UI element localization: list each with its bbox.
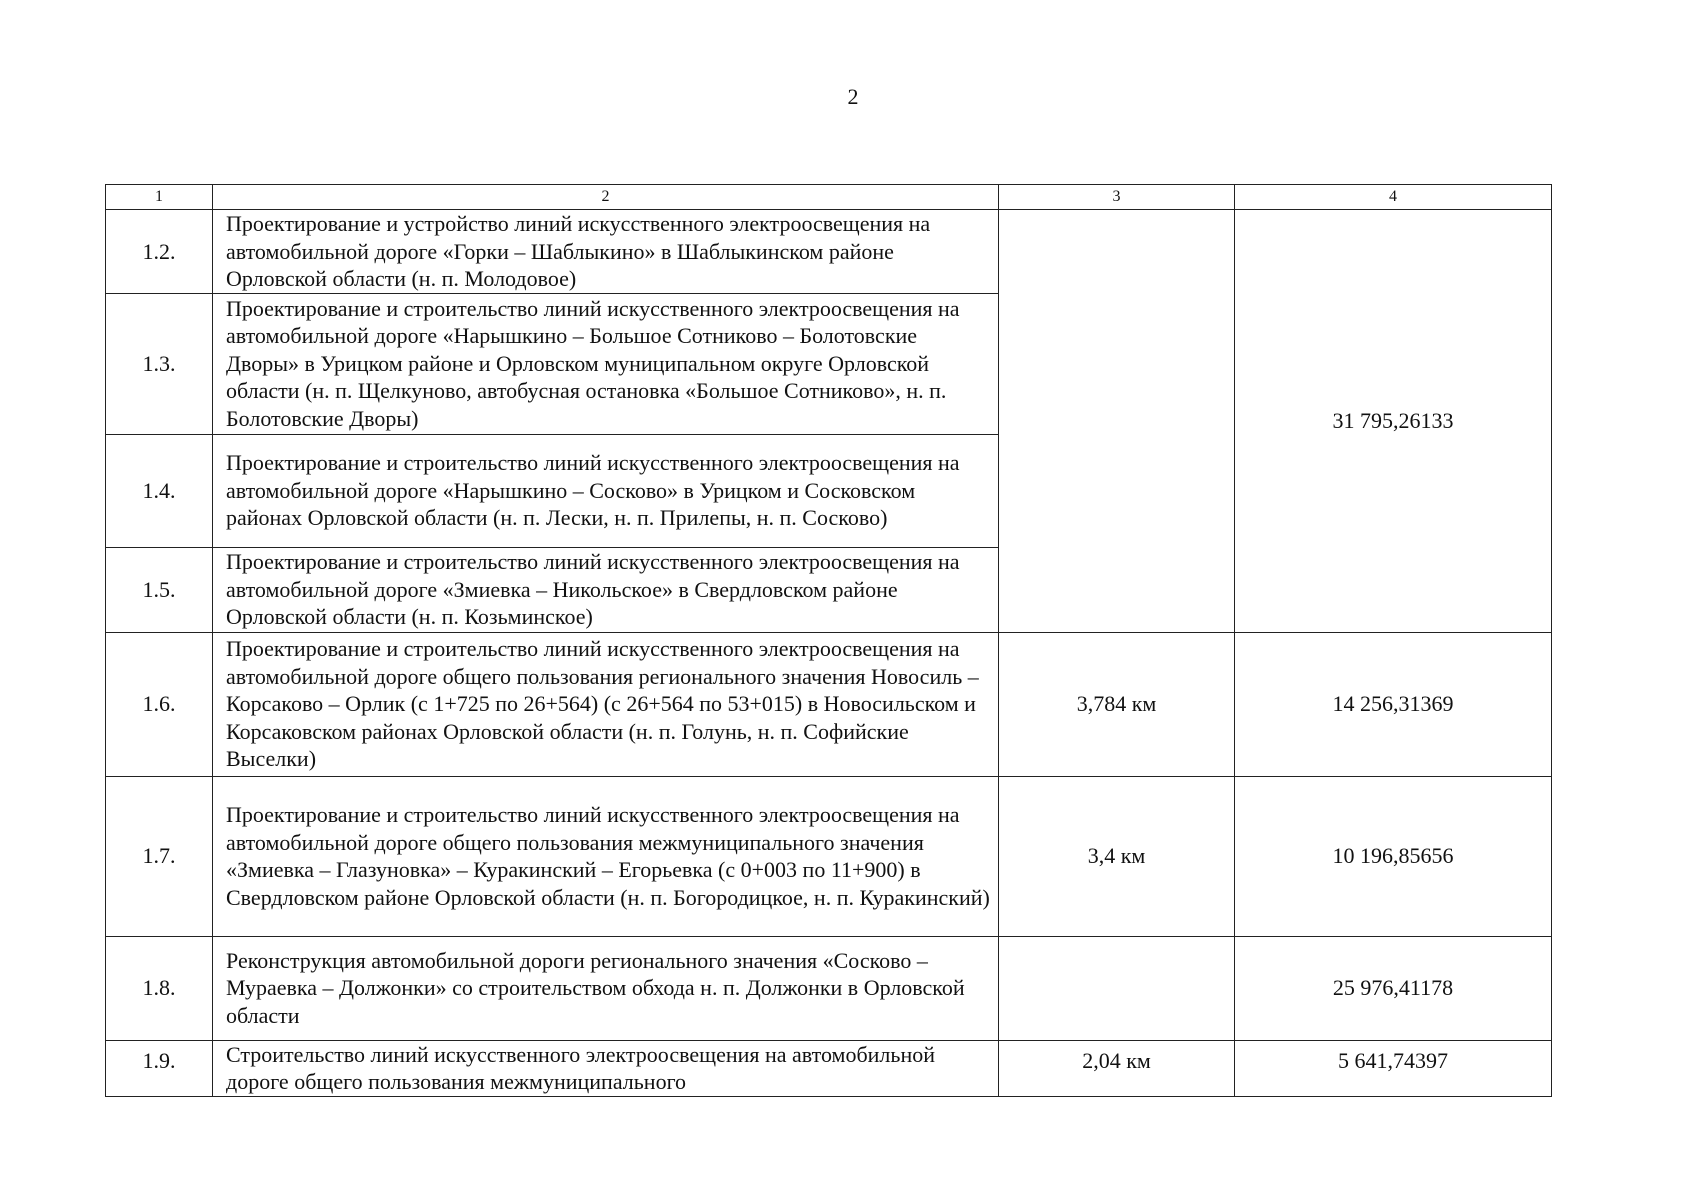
row-number: 1.2. [106, 210, 213, 294]
row-quantity: 2,04 км [999, 1040, 1235, 1096]
row-number: 1.5. [106, 547, 213, 632]
table-row [106, 210, 1552, 294]
table-row [106, 936, 1552, 1040]
row-description: Строительство линий искусственного электроосвещения на автомобильной дороге общего пользования межмуниципального [213, 1040, 999, 1096]
row-number: 1.9. [106, 1040, 213, 1096]
row-sum: 25 976,41178 [1235, 936, 1552, 1040]
table-header-row [106, 185, 1552, 210]
row-description: Проектирование и строительство линий искусственного электроосвещения на автомобильной дороге общего пользования межмуниципального значения «Змиевка – Глазуновка» – Куракинский – Егорьевка (с 0+003 по 11+900) в Свердловском районе Орловской области (н. п. Богородицкое, н. п. Куракинский) [213, 776, 999, 936]
row-sum: 14 256,31369 [1235, 632, 1552, 776]
document-table [105, 184, 1552, 1097]
row-quantity [999, 936, 1235, 1040]
header-cell: 1 [106, 185, 213, 210]
row-description: Реконструкция автомобильной дороги регионального значения «Сосково – Мураевка – Должонки» со строительством обхода н. п. Должонки в Орловской области [213, 936, 999, 1040]
header-cell: 2 [213, 185, 999, 210]
row-number: 1.6. [106, 632, 213, 776]
row-quantity: 3,4 км [999, 776, 1235, 936]
table-row [106, 1040, 1552, 1096]
row-description: Проектирование и строительство линий искусственного электроосвещения на автомобильной дороге общего пользования регионального значения Новосиль – Корсаково – Орлик (с 1+725 по 26+564) (с 26+564 по 53+015) в Новосильском и Корсаковском районах Орловской области (н. п. Голунь, н. п. Софийские Выселки) [213, 632, 999, 776]
row-description: Проектирование и устройство линий искусственного электроосвещения на автомобильной дороге «Горки – Шаблыкино» в Шаблыкинском районе Орловской области (н. п. Молодовое) [213, 210, 999, 294]
row-number: 1.3. [106, 293, 213, 434]
row-quantity-merged [999, 210, 1235, 633]
row-description: Проектирование и строительство линий искусственного электроосвещения на автомобильной дороге «Змиевка – Никольское» в Свердловском районе Орловской области (н. п. Козьминское) [213, 547, 999, 632]
row-number: 1.8. [106, 936, 213, 1040]
row-description: Проектирование и строительство линий искусственного электроосвещения на автомобильной дороге «Нарышкино – Сосково» в Урицком и Сосковском районах Орловской области (н. п. Лески, н. п. Прилепы, н. п. Сосково) [213, 434, 999, 547]
row-quantity: 3,784 км [999, 632, 1235, 776]
row-number: 1.4. [106, 434, 213, 547]
row-description: Проектирование и строительство линий искусственного электроосвещения на автомобильной дороге «Нарышкино – Большое Сотниково – Болотовские Дворы» в Урицком районе и Орловском муниципальном округе Орловской области (н. п. Щелкуново, автобусная остановка «Большое Сотниково», н. п. Болотовские Дворы) [213, 293, 999, 434]
group-sum: 31 795,26133 [1235, 210, 1552, 633]
row-number: 1.7. [106, 776, 213, 936]
page-number: 2 [847, 84, 859, 109]
header-cell: 4 [1235, 185, 1552, 210]
table-row [106, 632, 1552, 776]
row-sum: 10 196,85656 [1235, 776, 1552, 936]
row-sum: 5 641,74397 [1235, 1040, 1552, 1096]
table-row [106, 776, 1552, 936]
header-cell: 3 [999, 185, 1235, 210]
